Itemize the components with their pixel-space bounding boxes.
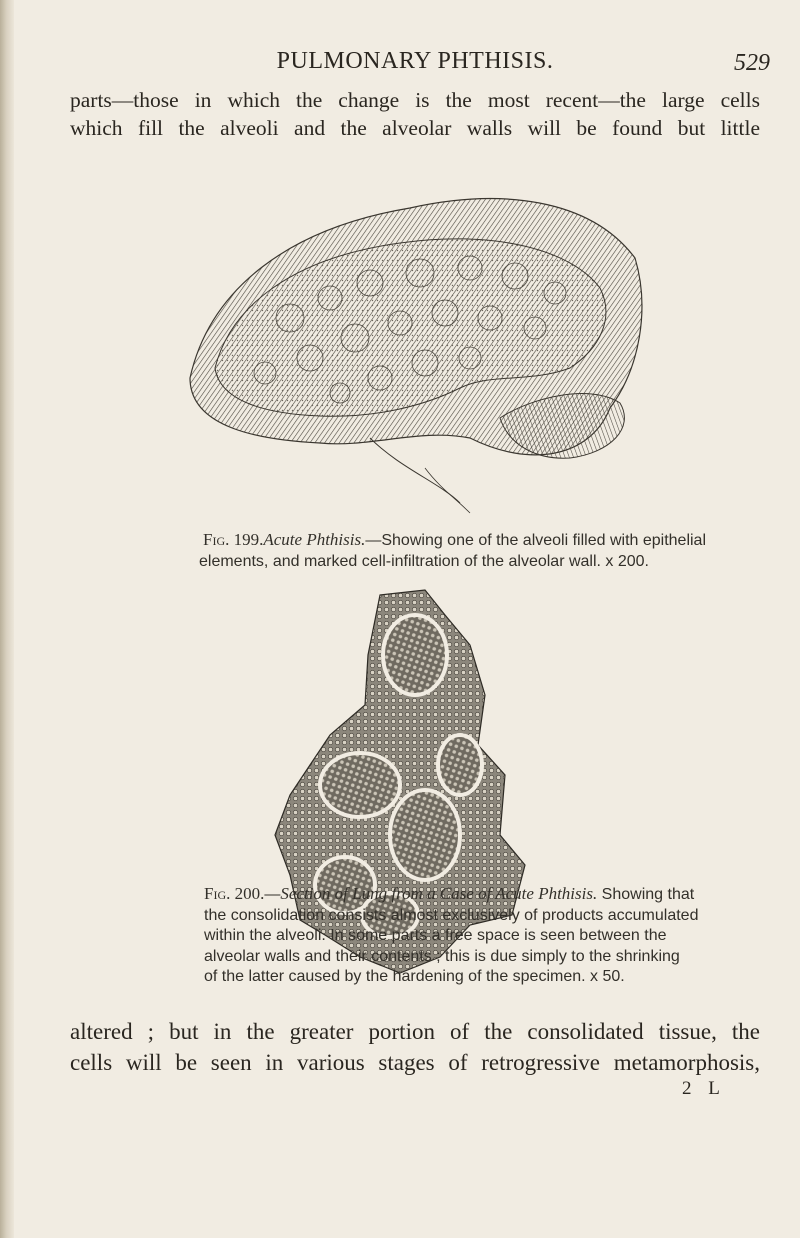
caption-text: alveolar walls and their contents ; this is due simply to the shrinking <box>204 947 680 965</box>
figure-title: Acute Phthisis. <box>263 530 366 549</box>
figure-label: Fig. 200. <box>204 884 265 903</box>
caption-dash: — <box>264 886 281 903</box>
figure-200-caption <box>204 884 766 988</box>
figure-title: Section of Lung from a Case of Acute Phthisis. <box>280 884 598 903</box>
running-title: PULMONARY PHTHISIS. <box>276 48 554 74</box>
caption-text: Showing that <box>597 886 695 903</box>
figure-199-engraving <box>170 168 650 518</box>
page-binding-edge <box>0 0 14 1238</box>
text-line: cells will be seen in various stages of retrogressive metamorphosis, <box>70 1050 760 1075</box>
caption-text: —Showing one of the alveoli filled with epithelial <box>365 532 707 549</box>
bottom-paragraph <box>70 1016 760 1078</box>
figure-199-caption <box>199 530 743 572</box>
caption-text: elements, and marked cell-infiltration of the alveolar wall. x 200. <box>199 552 649 570</box>
signature-mark: 2 L <box>682 1078 726 1099</box>
caption-text: the consolidation consists almost exclusively of products accumulated <box>204 906 699 924</box>
caption-text: within the alveoli. In some parts a free space is seen between the <box>204 927 667 944</box>
page-header <box>60 48 770 88</box>
text-line: which fill the alveoli and the alveolar walls will be found but little <box>70 116 760 140</box>
figure-label: Fig. 199. <box>203 530 264 549</box>
text-line: parts—those in which the change is the most recent—the large cells <box>70 88 760 112</box>
top-paragraph <box>70 86 760 142</box>
page-number: 529 <box>734 50 770 76</box>
caption-text: of the latter caused by the hardening of the specimen. x 50. <box>204 968 625 985</box>
text-line: altered ; but in the greater portion of the consolidated tissue, the <box>70 1019 760 1044</box>
